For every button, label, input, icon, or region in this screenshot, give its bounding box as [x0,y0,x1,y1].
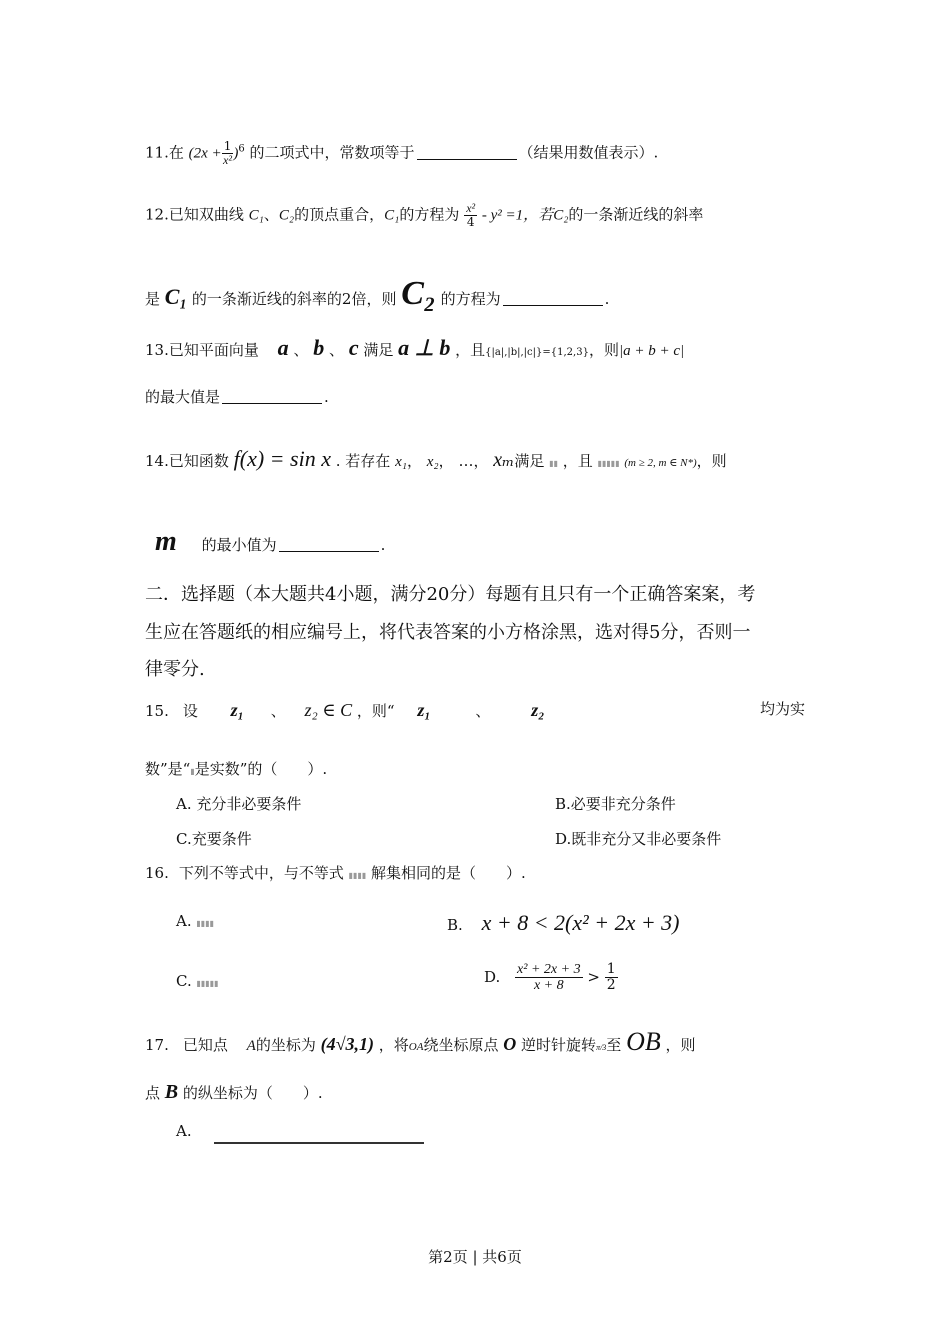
q16-option-d[interactable]: D. $\frac{\text{x² + 2x + 3}}{x + 8}$ > $\frac{1}{2}$ [484,961,616,994]
q14-line1: 14.已知函数 f(x) = sin x . 若存在 x₁， x₂， …， xₘ满足 ▮▮ ，且 ▮▮▮▮▮ (m ≥ 2, m ∈ N*)，则 [145,446,727,471]
q15-line1: 15. 设 z₁ 、 z₂ ∈ C ，则“ z₁ 、 z₂ 均为实 [145,700,805,720]
page-footer: 第2页 | 共6页 [428,1248,522,1266]
q17-line1: 17. 已知点 A的坐标为 (4√3,1) ，将OA绕坐标原点 O 逆时针旋转π/3至 OB ，则 [145,1027,696,1056]
q11: 11.在 (2x + $\frac{1}{\text{x²}}$ )$^6$ 的二项式中，常数项等于 （结果用数值表示）. [145,139,659,168]
q13-line1: 13.已知平面向量 a 、 b 、 c 满足 a ⊥ b ，且{|a|,|b|,|c|}={1,2,3}，则|a + b + c| [145,335,685,360]
q15-line2: 数”是“▮是实数”的（ ）. [145,760,328,778]
blurred-formula: ▮ [190,767,195,776]
q14-line2: m 的最小值为 . [155,526,386,557]
q12-line1: 12.已知双曲线 C₁、C₂的顶点重合，C₁的方程为 $\frac{\text{x²}}{4}$ - y² =1，若C₂的一条渐近线的斜率 [145,201,704,230]
section2-line2: 生应在答题纸的相应编号上，将代表答案的小方格涂黑，选对得5分，否则一 [145,622,751,643]
q15-option-c[interactable]: C.充要条件 [176,830,252,848]
q12-line2: 是 C₁ 的一条渐近线的斜率的2倍，则 C₂ 的方程为 . [145,275,610,312]
blurred-formula: ▮▮▮▮ [196,919,214,928]
blurred-formula [214,1120,424,1144]
q16-option-c[interactable]: C. ▮▮▮▮▮ [176,972,219,990]
answer-blank[interactable] [417,145,517,160]
blurred-formula: ▮▮ [549,459,558,468]
q15-option-b[interactable]: B.必要非充分条件 [555,795,676,813]
blurred-formula: ▮▮▮▮▮ [597,459,620,468]
blurred-formula: ▮▮▮▮ [348,871,367,880]
answer-blank[interactable] [222,389,322,404]
q15-option-d[interactable]: D.既非充分又非必要条件 [555,830,722,848]
section2-line1: 二．选择题（本大题共4小题，满分20分）每题有且只有一个正确答案案，考 [145,584,756,605]
q17-option-a[interactable]: A. [176,1120,424,1144]
answer-blank[interactable] [503,291,603,306]
q16-stem: 16. 下列不等式中，与不等式 ▮▮▮▮ 解集相同的是（ ）. [145,864,526,882]
blurred-formula: ▮▮▮▮▮ [196,979,219,988]
q16-option-b[interactable]: B. x + 8 < 2(x² + 2x + 3) [447,910,680,935]
q15-option-a[interactable]: A. 充分非必要条件 [176,795,302,813]
q16-option-a[interactable]: A. ▮▮▮▮ [176,912,214,930]
q17-line2: 点 B 的纵坐标为（ ）. [145,1081,323,1103]
q13-line2: 的最大值是 . [145,388,329,406]
section2-line3: 律零分. [145,659,205,680]
answer-blank[interactable] [279,537,379,552]
